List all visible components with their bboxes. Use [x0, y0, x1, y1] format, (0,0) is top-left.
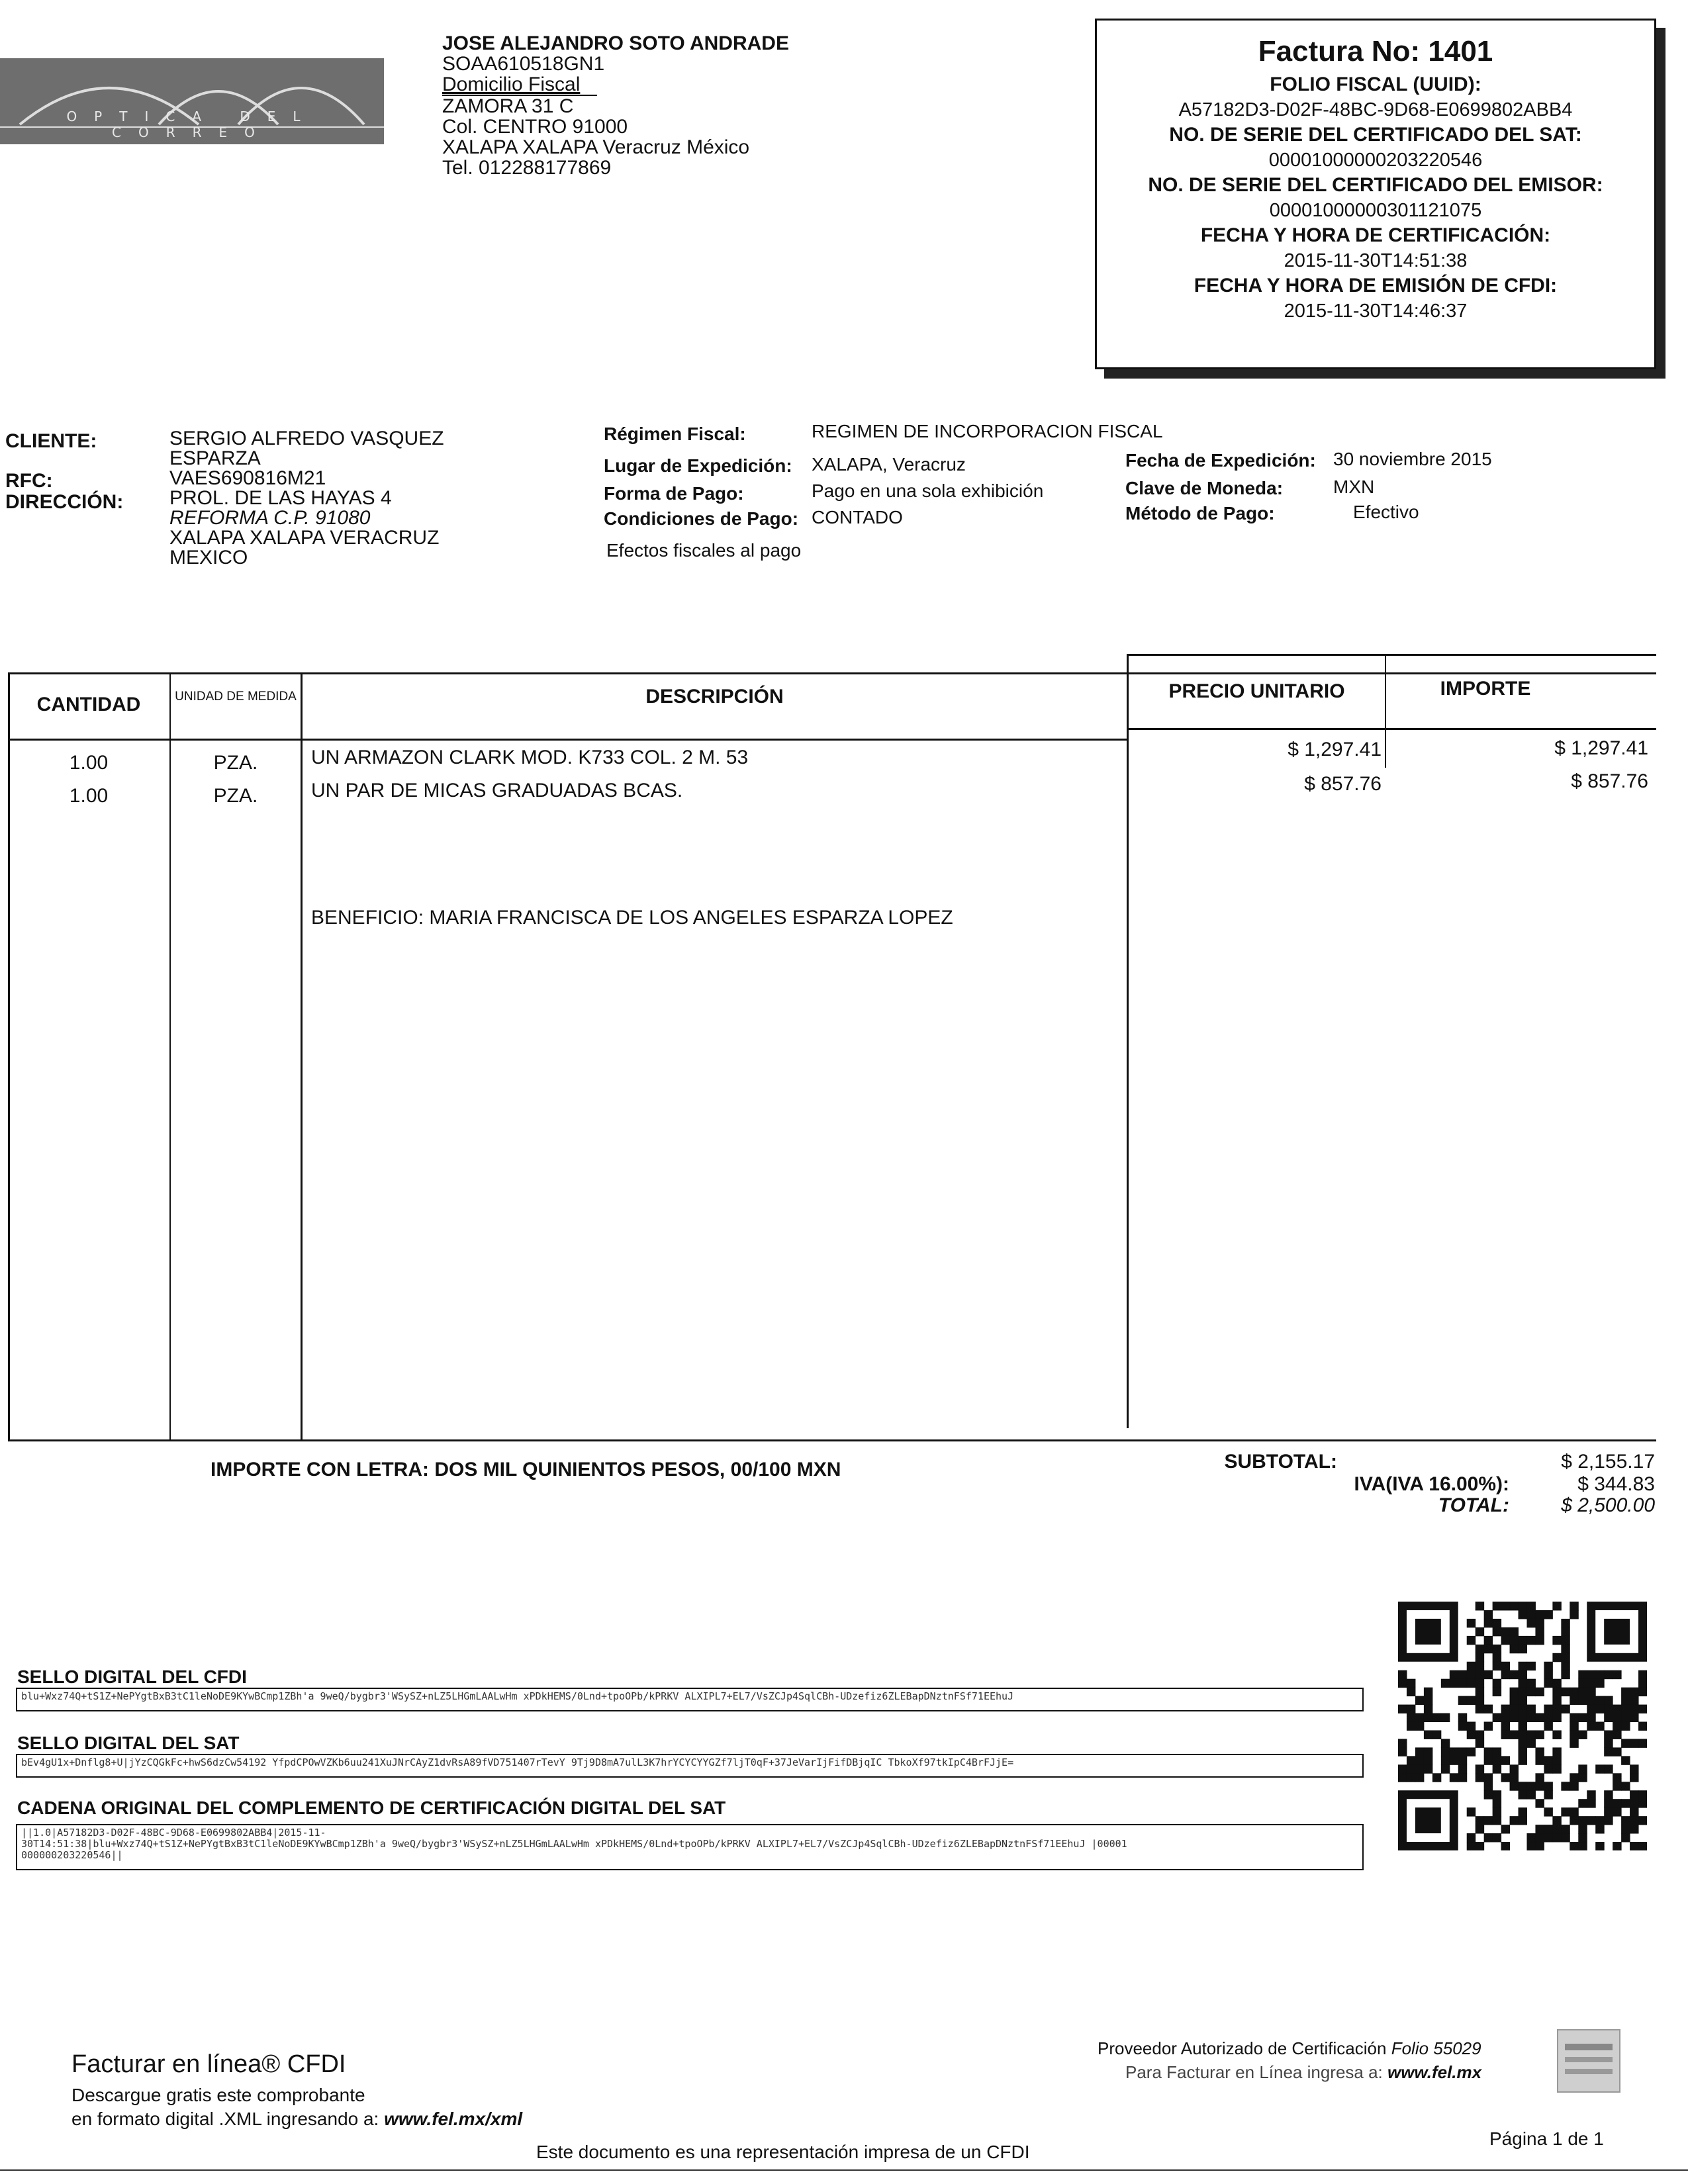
header-separator-left: [8, 739, 1127, 741]
emission-date-value: 2015-11-30T14:46:37: [1284, 300, 1468, 322]
cadena-label: CADENA ORIGINAL DEL COMPLEMENTO DE CERTIFICACIÓN DIGITAL DEL SAT: [17, 1797, 726, 1818]
footer-provider-2: [1125, 2062, 1481, 2083]
subtotal-label-text: SUBTOTAL:: [1224, 1451, 1337, 1473]
cadena-line-1: ||1.0|A57182D3-D02F-48BC-9D68-E0699802ABB4|2015-11-: [21, 1827, 326, 1839]
importe-letra-value: DOS MIL QUINIENTOS PESOS, 00/100 MXN: [434, 1459, 841, 1480]
issuer-city: XALAPA XALAPA Veracruz México: [442, 136, 750, 158]
row2-unidad: PZA.: [213, 785, 258, 807]
sello-sat-label: SELLO DIGITAL DEL SAT: [17, 1733, 240, 1753]
issuer-rfc: SOAA610518GN1: [442, 53, 605, 75]
footer-provider-text: Proveedor Autorizado de Certificación: [1098, 2038, 1387, 2058]
moneda-label: Clave de Moneda:: [1125, 478, 1284, 498]
row2-precio: $ 857.76: [1304, 773, 1382, 795]
forma-label: Forma de Pago:: [604, 483, 744, 504]
header-separator-right: [1127, 728, 1656, 730]
footer-download-2-text: en formato digital .XML ingresando a:: [71, 2109, 379, 2129]
header-descripcion: DESCRIPCIÓN: [645, 686, 784, 707]
client-address-3: XALAPA XALAPA VERACRUZ: [169, 527, 440, 549]
sat-logo-icon: [1557, 2029, 1620, 2093]
company-logo: [0, 58, 384, 144]
client-address-2: REFORMA C.P. 91080: [169, 507, 371, 529]
table-bottom-border: [8, 1439, 1656, 1441]
row2-descripcion: UN PAR DE MICAS GRADUADAS BCAS.: [311, 780, 683, 801]
row1-cantidad: 1.00: [69, 752, 109, 774]
issuer-domicile-label: Domicilio Fiscal: [442, 73, 581, 95]
issuer-block: [442, 33, 789, 178]
uuid-value: A57182D3-D02F-48BC-9D68-E0699802ABB4: [1178, 99, 1573, 120]
cadena-line-3: 000000203220546||: [21, 1849, 123, 1861]
row1-importe: $ 1,297.41: [1554, 737, 1648, 759]
emission-date-label: FECHA Y HORA DE EMISIÓN DE CFDI:: [1194, 275, 1558, 296]
direccion-label: DIRECCIÓN:: [5, 491, 124, 513]
issuer-cert-label: NO. DE SERIE DEL CERTIFICADO DEL EMISOR:: [1148, 174, 1603, 196]
client-name-2: ESPARZA: [169, 447, 261, 469]
lugar-value: XALAPA, Veracruz: [812, 454, 966, 475]
condiciones-value: CONTADO: [812, 507, 903, 527]
table-top-border: [8, 672, 1656, 674]
row1-precio: $ 1,297.41: [1288, 739, 1382, 760]
forma-value: Pago en una sola exhibición: [812, 480, 1044, 501]
regimen-value: REGIMEN DE INCORPORACION FISCAL: [812, 421, 1163, 441]
header-precio: PRECIO UNITARIO: [1168, 680, 1345, 702]
rfc-label: RFC:: [5, 470, 53, 492]
importe-letra: [211, 1459, 841, 1481]
footer-download-1: Descargue gratis este comprobante: [71, 2085, 365, 2105]
sello-cfdi-label: SELLO DIGITAL DEL CFDI: [17, 1666, 247, 1687]
header-cantidad: CANTIDAD: [36, 694, 141, 715]
footer-provider-url[interactable]: www.fel.mx: [1387, 2062, 1482, 2082]
footer-pagina: Página 1 de 1: [1489, 2128, 1604, 2149]
total-label: TOTAL:: [1438, 1494, 1509, 1516]
total-value: $ 2,500.00: [1561, 1494, 1655, 1516]
beneficio-note: BENEFICIO: MARIA FRANCISCA DE LOS ANGELES ESPARZA LOPEZ: [311, 907, 953, 929]
sat-cert-label: NO. DE SERIE DEL CERTIFICADO DEL SAT:: [1169, 124, 1582, 146]
condiciones-label: Condiciones de Pago:: [604, 508, 799, 529]
cadena-box: [16, 1824, 1364, 1870]
footer-provider: [1098, 2038, 1481, 2059]
invoice-number: Factura No: 1401: [1258, 35, 1493, 68]
client-address-1: PROL. DE LAS HAYAS 4: [169, 487, 392, 509]
fecha-value: 30 noviembre 2015: [1333, 449, 1492, 469]
issuer-street: ZAMORA 31 C: [442, 95, 574, 117]
footer-rule: [0, 2169, 1688, 2171]
cadena-line-2: 30T14:51:38|blu+Wxz74Q+tS1Z+NePYgtBxB3tC1leNoDE9KYwBCmp1ZBh'a 9weQ/bygbr3'WSySZ+nLZ5LHGmLAALwHm xPDkHEMS/0Lnd+tpoOPb/kPRKV ALXIPL7+EL7/VsZCJp4SqlCBh-UDzefiz6ZLEBapDNztnFSf71EEhuJ |00001: [21, 1838, 1127, 1850]
client-details: [169, 429, 444, 568]
sello-sat-box: bEv4gU1x+Dnflg8+U|jYzCQGkFc+hwS6dzCw54192 YfpdCPOwVZKb6uu241XuJNrCAyZ1dvRsA89fVD751407rTevY 9Tj9D8mA7ulL3K7hrYCYCYYGZf7ljT0qF+37JeVarIjFifDBjqIC TbkoXf97tkIpC4BrFJjE=: [16, 1754, 1364, 1778]
sat-cert-value: 00001000000203220546: [1268, 150, 1483, 171]
footer-brand: Facturar en línea® CFDI: [71, 2050, 346, 2078]
efectos-text: Efectos fiscales al pago: [606, 540, 802, 561]
client-label: CLIENTE:: [5, 430, 97, 452]
iva-label: IVA(IVA 16.00%):: [1354, 1473, 1509, 1495]
col-line-2: [301, 672, 303, 1441]
row2-importe: $ 857.76: [1571, 770, 1648, 792]
footer-provider-folio: Folio 55029: [1391, 2038, 1481, 2058]
footer-provider-2-text: Para Facturar en Línea ingresa a:: [1125, 2062, 1383, 2082]
client-address-4: MEXICO: [169, 547, 248, 569]
issuer-name: JOSE ALEJANDRO SOTO ANDRADE: [442, 32, 789, 54]
row1-descripcion: UN ARMAZON CLARK MOD. K733 COL. 2 M. 53: [311, 747, 749, 768]
client-name-1: SERGIO ALFREDO VASQUEZ: [169, 428, 444, 449]
metodo-label: Método de Pago:: [1125, 503, 1275, 523]
issuer-phone: Tel. 012288177869: [442, 157, 612, 179]
issuer-colony: Col. CENTRO 91000: [442, 116, 628, 138]
qr-code-icon: [1398, 1602, 1647, 1850]
issuer-cert-value: 00001000000301121075: [1269, 200, 1482, 221]
lugar-label: Lugar de Expedición:: [604, 455, 792, 476]
fecha-label: Fecha de Expedición:: [1125, 450, 1316, 471]
uuid-label: FOLIO FISCAL (UUID):: [1270, 73, 1481, 95]
header-unidad: UNIDAD DE MEDIDA: [175, 690, 297, 704]
table-top-border-right: [1127, 654, 1656, 656]
row1-unidad: PZA.: [213, 752, 258, 774]
iva-value: $ 344.83: [1577, 1473, 1655, 1495]
footer-download-2: [71, 2109, 522, 2130]
metodo-value: Efectivo: [1353, 502, 1419, 522]
row2-cantidad: 1.00: [69, 785, 109, 807]
importe-letra-label: IMPORTE CON LETRA:: [211, 1459, 429, 1480]
cert-date-value: 2015-11-30T14:51:38: [1284, 250, 1468, 271]
client-rfc: VAES690816M21: [169, 467, 326, 489]
sello-cfdi-box: blu+Wxz74Q+tS1Z+NePYgtBxB3tC1leNoDE9KYwBCmp1ZBh'a 9weQ/bygbr3'WSySZ+nLZ5LHGmLAALwHm xPDkHEMS/0Lnd+tpoOPb/kPRKV ALXIPL7+EL7/VsZCJp4SqlCBh-UDzefiz6ZLEBapDNztnFSf71EEhuJ: [16, 1688, 1364, 1711]
col-line-3: [1127, 654, 1129, 1428]
footer-download-url[interactable]: www.fel.mx/xml: [384, 2109, 523, 2129]
invoice-header-box: [1095, 19, 1656, 369]
logo-text: OPTICA DEL CORREO: [66, 109, 318, 140]
moneda-value: MXN: [1333, 477, 1375, 497]
header-importe: IMPORTE: [1440, 678, 1531, 700]
regimen-label: Régimen Fiscal:: [604, 424, 746, 444]
cert-date-label: FECHA Y HORA DE CERTIFICACIÓN:: [1200, 224, 1551, 246]
items-table: [8, 654, 1656, 1441]
subtotal-value: $ 2,155.17: [1561, 1451, 1655, 1473]
footer-representacion: Este documento es una representación impresa de un CFDI: [536, 2142, 1030, 2162]
